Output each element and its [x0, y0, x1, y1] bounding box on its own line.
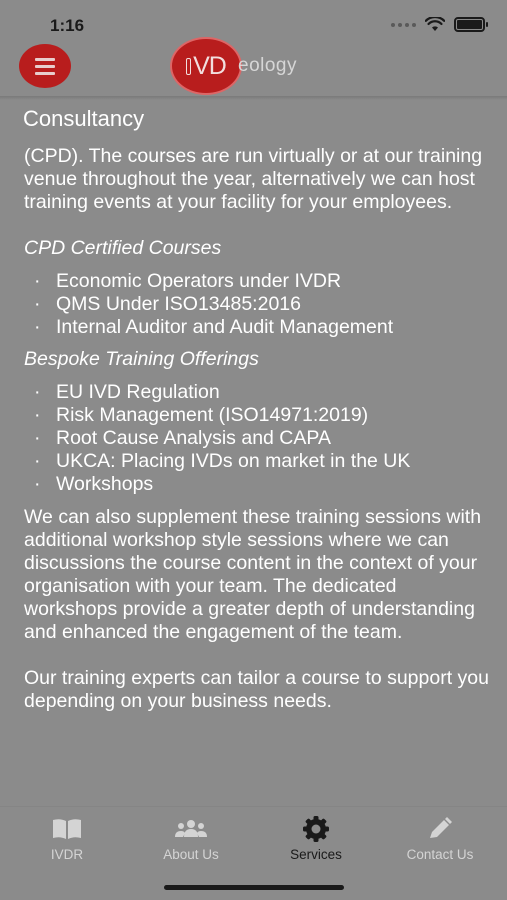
bespoke-heading: Bespoke Training Offerings	[24, 348, 259, 370]
status-icons	[391, 17, 485, 32]
consultancy-content	[24, 145, 494, 713]
list-item: · Economic Operators under IVDR	[24, 270, 494, 293]
logo-wordmark: eology	[238, 55, 297, 76]
hamburger-icon-line	[35, 58, 55, 61]
hamburger-icon-line	[35, 65, 55, 68]
people-icon	[174, 818, 208, 840]
bespoke-offering-list	[24, 381, 494, 496]
logo-badge-text: VD	[193, 51, 226, 80]
tab-ivdr[interactable]	[7, 817, 127, 862]
list-item: · UKCA: Placing IVDs on market in the UK	[24, 450, 494, 473]
battery-icon	[454, 17, 485, 32]
tab-contact-us[interactable]	[380, 817, 500, 862]
tab-label: About Us	[163, 847, 219, 862]
pencil-icon	[427, 817, 453, 841]
tab-about-us[interactable]	[131, 817, 251, 862]
list-item: · QMS Under ISO13485:2016	[24, 293, 494, 316]
tailor-paragraph: Our training experts can tailor a course to support you depending on your business needs.	[24, 667, 489, 712]
cellular-signal-icon	[391, 23, 416, 27]
cpd-course-list	[24, 270, 494, 339]
intro-paragraph: (CPD). The courses are run virtually or at our training venue throughout the year, alternatively we can host training events at your facility for your employees.	[24, 145, 483, 213]
logo-badge	[170, 37, 242, 95]
app-header	[0, 36, 507, 98]
wifi-icon	[425, 17, 445, 32]
status-time: 1:16	[50, 16, 85, 35]
header-divider	[0, 96, 507, 100]
tab-services[interactable]	[256, 817, 376, 862]
app-logo	[170, 36, 297, 96]
hamburger-icon-line	[35, 72, 55, 75]
book-icon	[51, 817, 83, 841]
list-item: · Risk Management (ISO14971:2019)	[24, 404, 494, 427]
home-indicator[interactable]	[164, 885, 344, 890]
tab-label: IVDR	[50, 847, 84, 862]
test-tube-icon	[186, 58, 191, 75]
supplement-paragraph: We can also supplement these training sessions with additional workshop style sessions where we can discussions the course content in the context of your organisation with your team. The dedicated workshops provide a greater depth of understanding and enhanced the engagement of the team.	[24, 506, 482, 643]
list-item: · Root Cause Analysis and CAPA	[24, 427, 494, 450]
gear-icon	[302, 815, 330, 843]
cpd-heading: CPD Certified Courses	[24, 237, 222, 259]
tab-label: Services	[290, 847, 342, 862]
list-item: · EU IVD Regulation	[24, 381, 494, 404]
list-item: · Workshops	[24, 473, 494, 496]
list-item: · Internal Auditor and Audit Management	[24, 316, 494, 339]
menu-button[interactable]	[19, 44, 71, 88]
page-title: Consultancy	[23, 106, 145, 131]
tab-label: Contact Us	[406, 847, 474, 862]
